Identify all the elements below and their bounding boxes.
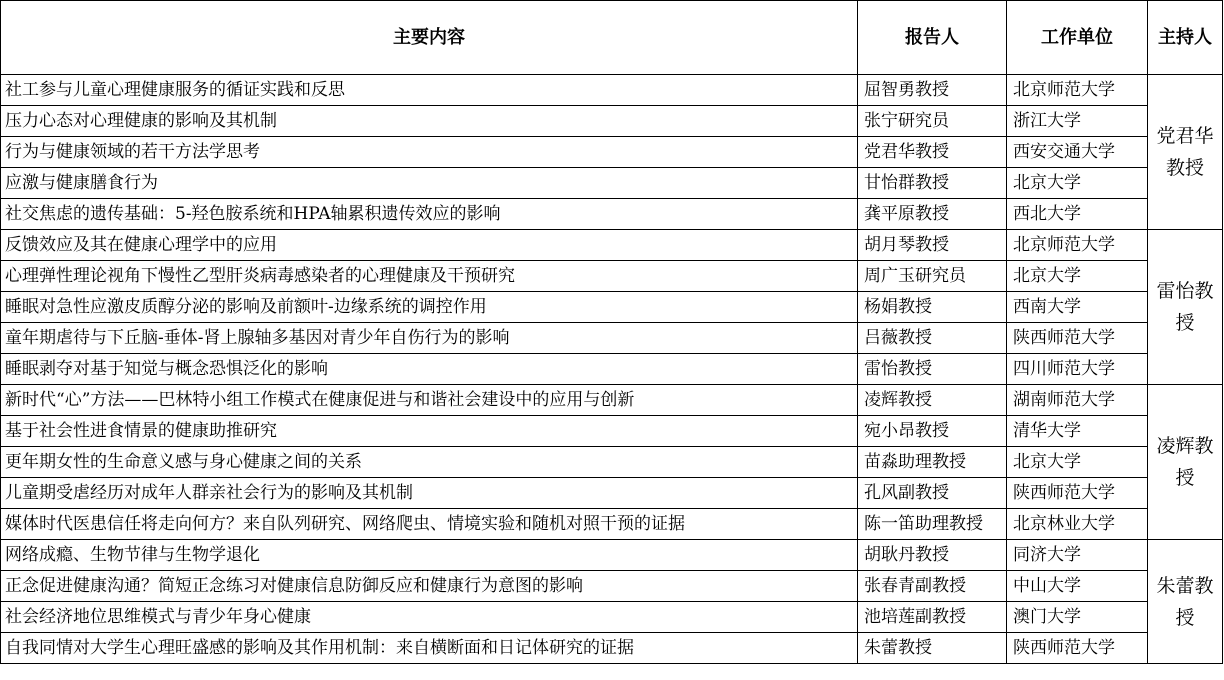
unit-cell: 陕西师范大学 (1007, 478, 1148, 509)
unit-cell: 北京师范大学 (1007, 75, 1148, 106)
table-row (1, 447, 1223, 478)
unit-cell: 澳门大学 (1007, 602, 1148, 633)
speaker-cell: 朱蕾教授 (858, 633, 1007, 664)
table-row (1, 571, 1223, 602)
speaker-cell: 苗淼助理教授 (858, 447, 1007, 478)
unit-cell: 同济大学 (1007, 540, 1148, 571)
speaker-cell: 张春青副教授 (858, 571, 1007, 602)
unit-cell: 北京师范大学 (1007, 230, 1148, 261)
header-speaker: 报告人 (858, 1, 1007, 75)
speaker-cell: 屈智勇教授 (858, 75, 1007, 106)
host-name: 雷怡教授 (1156, 280, 1214, 334)
unit-cell: 中山大学 (1007, 571, 1148, 602)
host-cell (1148, 540, 1223, 664)
table-row (1, 509, 1223, 540)
table-row (1, 633, 1223, 664)
topic-cell: 心理弹性理论视角下慢性乙型肝炎病毒感染者的心理健康及干预研究 (1, 261, 858, 292)
speaker-cell: 杨娟教授 (858, 292, 1007, 323)
topic-cell: 应激与健康膳食行为 (1, 168, 858, 199)
unit-cell: 北京大学 (1007, 168, 1148, 199)
host-cell (1148, 230, 1223, 385)
host-cell (1148, 75, 1223, 230)
unit-cell: 西南大学 (1007, 292, 1148, 323)
speaker-cell: 陈一笛助理教授 (858, 509, 1007, 540)
table-row (1, 75, 1223, 106)
topic-cell: 行为与健康领域的若干方法学思考 (1, 137, 858, 168)
speaker-cell: 吕薇教授 (858, 323, 1007, 354)
speaker-cell: 胡耿丹教授 (858, 540, 1007, 571)
unit-cell: 浙江大学 (1007, 106, 1148, 137)
speaker-cell: 雷怡教授 (858, 354, 1007, 385)
table-row (1, 261, 1223, 292)
speaker-cell: 龚平原教授 (858, 199, 1007, 230)
table-body (1, 75, 1223, 664)
header-topic: 主要内容 (1, 1, 858, 75)
speaker-cell: 张宁研究员 (858, 106, 1007, 137)
host-name: 党君华教授 (1156, 125, 1214, 179)
table-row (1, 323, 1223, 354)
table-row (1, 385, 1223, 416)
topic-cell: 压力心态对心理健康的影响及其机制 (1, 106, 858, 137)
unit-cell: 北京林业大学 (1007, 509, 1148, 540)
topic-cell: 更年期女性的生命意义感与身心健康之间的关系 (1, 447, 858, 478)
unit-cell: 四川师范大学 (1007, 354, 1148, 385)
topic-cell: 基于社会性进食情景的健康助推研究 (1, 416, 858, 447)
host-cell (1148, 385, 1223, 540)
table-row (1, 168, 1223, 199)
topic-cell: 儿童期受虐经历对成年人群亲社会行为的影响及其机制 (1, 478, 858, 509)
table-row (1, 230, 1223, 261)
table-row (1, 416, 1223, 447)
topic-cell: 睡眠剥夺对基于知觉与概念恐惧泛化的影响 (1, 354, 858, 385)
speaker-cell: 宛小昂教授 (858, 416, 1007, 447)
unit-cell: 北京大学 (1007, 447, 1148, 478)
unit-cell: 陕西师范大学 (1007, 323, 1148, 354)
speaker-cell: 甘怡群教授 (858, 168, 1007, 199)
unit-cell: 陕西师范大学 (1007, 633, 1148, 664)
topic-cell: 网络成瘾、生物节律与生物学退化 (1, 540, 858, 571)
topic-cell: 反馈效应及其在健康心理学中的应用 (1, 230, 858, 261)
speaker-cell: 党君华教授 (858, 137, 1007, 168)
speaker-cell: 胡月琴教授 (858, 230, 1007, 261)
table-row (1, 292, 1223, 323)
speaker-cell: 孔风副教授 (858, 478, 1007, 509)
table-row (1, 106, 1223, 137)
unit-cell: 北京大学 (1007, 261, 1148, 292)
topic-cell: 正念促进健康沟通？简短正念练习对健康信息防御反应和健康行为意图的影响 (1, 571, 858, 602)
host-name: 凌辉教授 (1156, 435, 1214, 489)
topic-cell: 媒体时代医患信任将走向何方？来自队列研究、网络爬虫、情境实验和随机对照干预的证据 (1, 509, 858, 540)
speaker-cell: 周广玉研究员 (858, 261, 1007, 292)
table-row (1, 478, 1223, 509)
topic-cell: 新时代“心”方法——巴林特小组工作模式在健康促进与和谐社会建设中的应用与创新 (1, 385, 858, 416)
table-row (1, 199, 1223, 230)
unit-cell: 清华大学 (1007, 416, 1148, 447)
table-row (1, 354, 1223, 385)
speaker-cell: 池培莲副教授 (858, 602, 1007, 633)
topic-cell: 社会经济地位思维模式与青少年身心健康 (1, 602, 858, 633)
topic-cell: 睡眠对急性应激皮质醇分泌的影响及前额叶-边缘系统的调控作用 (1, 292, 858, 323)
header-row (1, 1, 1223, 75)
topic-cell: 童年期虐待与下丘脑-垂体-肾上腺轴多基因对青少年自伤行为的影响 (1, 323, 858, 354)
table-row (1, 602, 1223, 633)
unit-cell: 西安交通大学 (1007, 137, 1148, 168)
host-name: 朱蕾教授 (1156, 574, 1214, 629)
header-host: 主持人 (1148, 1, 1223, 75)
unit-cell: 西北大学 (1007, 199, 1148, 230)
topic-cell: 社交焦虑的遗传基础：5-羟色胺系统和HPA轴累积遗传效应的影响 (1, 199, 858, 230)
table-row (1, 540, 1223, 571)
speaker-cell: 凌辉教授 (858, 385, 1007, 416)
table-row (1, 137, 1223, 168)
header-unit: 工作单位 (1007, 1, 1148, 75)
unit-cell: 湖南师范大学 (1007, 385, 1148, 416)
topic-cell: 社工参与儿童心理健康服务的循证实践和反思 (1, 75, 858, 106)
topic-cell: 自我同情对大学生心理旺盛感的影响及其作用机制：来自横断面和日记体研究的证据 (1, 633, 858, 664)
